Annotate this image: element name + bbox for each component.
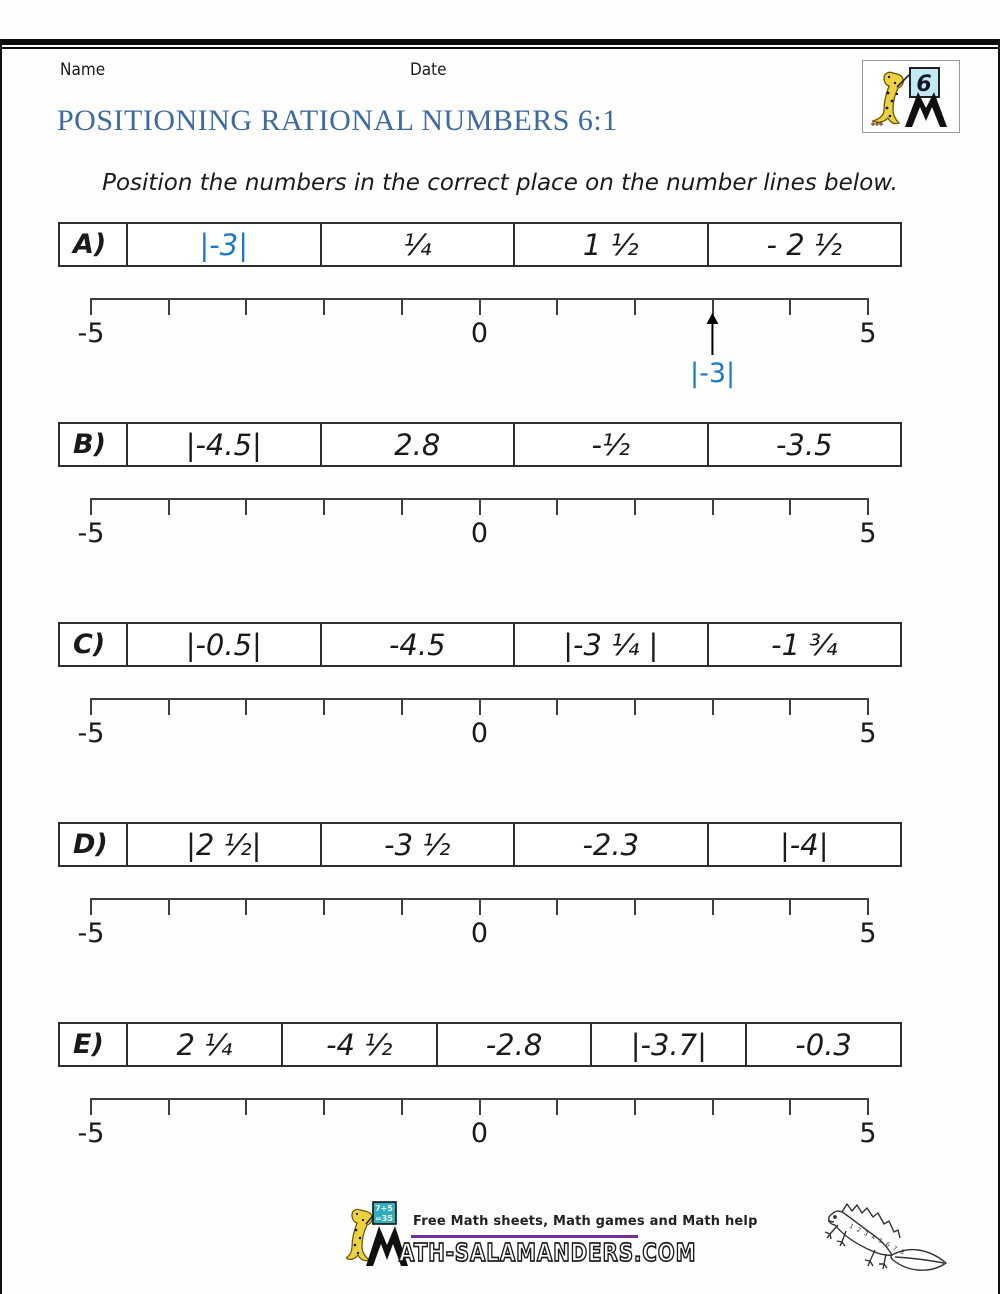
tick-group	[91, 498, 868, 515]
answer-label: |-3|	[690, 358, 736, 389]
number-cell: - 2 ½	[707, 224, 901, 265]
number-box-a	[58, 222, 902, 267]
number-cell: -0.3	[745, 1024, 900, 1065]
tick	[479, 898, 481, 915]
tick-group	[91, 1098, 868, 1115]
tick	[401, 898, 403, 915]
tick	[556, 698, 558, 715]
math-board	[373, 1202, 396, 1224]
tick	[556, 1098, 558, 1115]
axis-label-max: 5	[859, 318, 877, 349]
axis-label-max: 5	[859, 718, 877, 749]
number-cell: -3 ½	[320, 824, 514, 865]
axis-label-mid: 0	[470, 718, 489, 749]
number-cell: |2 ½|	[126, 824, 320, 865]
tick	[401, 698, 403, 715]
tick	[401, 1098, 403, 1115]
number-cell: 2 ¼	[126, 1024, 281, 1065]
tick	[556, 498, 558, 515]
section-label: B)	[73, 429, 106, 460]
number-cell: -4.5	[320, 624, 514, 665]
section-label: D)	[73, 829, 108, 860]
tick	[712, 1098, 714, 1115]
axis-label-min: -5	[77, 1118, 105, 1149]
tick	[479, 1098, 481, 1115]
number-cell: -3.5	[707, 424, 901, 465]
grade-number: 6	[916, 72, 932, 97]
tick	[867, 298, 869, 315]
axis-label-mid: 0	[470, 1118, 489, 1149]
tick	[90, 498, 92, 515]
axis-label-mid: 0	[470, 918, 489, 949]
tick	[712, 498, 714, 515]
arrow-up-icon	[707, 313, 719, 324]
tick	[634, 1098, 636, 1115]
number-cell: |-4.5|	[126, 424, 320, 465]
tick	[712, 698, 714, 715]
tick	[634, 698, 636, 715]
tick	[401, 498, 403, 515]
tick	[245, 1098, 247, 1115]
number-cell: 1 ½	[513, 224, 707, 265]
tick	[789, 298, 791, 315]
tick	[323, 498, 325, 515]
number-cell: |-0.5|	[126, 624, 320, 665]
tick	[479, 698, 481, 715]
tick-group	[91, 898, 868, 915]
tick	[634, 498, 636, 515]
number-box-c	[58, 622, 902, 667]
tick	[323, 298, 325, 315]
number-line-a	[77, 298, 877, 389]
tick	[634, 298, 636, 315]
tick	[90, 298, 92, 315]
number-line-d	[77, 898, 877, 962]
tick	[556, 298, 558, 315]
board-line1: 7+5	[375, 1204, 393, 1213]
tick	[168, 1098, 170, 1115]
tick	[556, 898, 558, 915]
tick	[867, 1098, 869, 1115]
tick	[789, 498, 791, 515]
number-cell: -½	[513, 424, 707, 465]
axis-label-min: -5	[77, 318, 105, 349]
number-cell: -1 ¾	[707, 624, 901, 665]
arrow-stem	[712, 324, 714, 355]
grade-card	[910, 68, 939, 97]
number-cell: -2.3	[513, 824, 707, 865]
board-line2: =35	[375, 1214, 393, 1223]
section-e	[58, 1022, 902, 1172]
number-cell: -2.8	[436, 1024, 591, 1065]
tick	[168, 298, 170, 315]
number-box-b	[58, 422, 902, 467]
number-cell: 2.8	[320, 424, 514, 465]
page-title: POSITIONING RATIONAL NUMBERS 6:1	[57, 104, 618, 137]
tick	[323, 698, 325, 715]
number-cell: ¼	[320, 224, 514, 265]
tick	[245, 498, 247, 515]
tick	[789, 698, 791, 715]
number-line-b	[77, 498, 877, 562]
number-box-d	[58, 822, 902, 867]
lizard-numbers: 1 2 3 4 5 6 7 8	[848, 1222, 907, 1257]
answer-marker	[690, 313, 735, 389]
section-c	[58, 622, 902, 772]
top-rule-thick	[0, 39, 1000, 45]
tick	[90, 898, 92, 915]
number-line-c	[77, 698, 877, 762]
number-cell: |-3|	[126, 224, 320, 265]
number-cell: -4 ½	[281, 1024, 436, 1065]
axis-label-min: -5	[77, 518, 105, 549]
tick	[323, 1098, 325, 1115]
tick	[789, 898, 791, 915]
tick	[90, 1098, 92, 1115]
page-border-left	[0, 39, 2, 1294]
tick-group	[91, 698, 868, 715]
section-label: E)	[73, 1029, 104, 1060]
section-d	[58, 822, 902, 972]
tick	[634, 898, 636, 915]
tick	[789, 1098, 791, 1115]
tick	[479, 498, 481, 515]
salamander-icon	[871, 72, 909, 126]
tick	[168, 898, 170, 915]
tick	[712, 898, 714, 915]
tick	[245, 898, 247, 915]
axis-label-mid: 0	[470, 518, 489, 549]
name-label: Name	[60, 60, 106, 80]
tick	[168, 698, 170, 715]
tick	[479, 298, 481, 315]
axis-label-max: 5	[859, 1118, 877, 1149]
tick	[867, 698, 869, 715]
grade-logo	[862, 60, 960, 133]
salamander-drawing-art	[820, 1184, 956, 1276]
section-label: C)	[73, 629, 106, 660]
footer-tagline: Free Math sheets, Math games and Math help	[413, 1214, 758, 1229]
date-label: Date	[410, 60, 447, 80]
number-line-e	[77, 1098, 877, 1162]
tick-group	[91, 298, 868, 315]
section-a	[58, 222, 902, 389]
tick	[401, 298, 403, 315]
tick	[867, 898, 869, 915]
top-rule-thin	[0, 47, 1000, 49]
number-cell: |-4|	[707, 824, 901, 865]
tick	[245, 298, 247, 315]
axis-label-min: -5	[77, 918, 105, 949]
instruction-text: Position the numbers in the correct place on the number lines below.	[102, 170, 898, 196]
number-cell: |-3.7|	[590, 1024, 745, 1065]
axis-label-max: 5	[859, 918, 877, 949]
axis-label-max: 5	[859, 518, 877, 549]
tick	[90, 698, 92, 715]
salamander-drawing-icon	[820, 1184, 956, 1276]
grade-logo-art	[863, 61, 957, 130]
tick	[323, 898, 325, 915]
number-box-e	[58, 1022, 902, 1067]
axis-label-mid: 0	[470, 318, 489, 349]
tick	[245, 698, 247, 715]
tick	[867, 498, 869, 515]
section-b	[58, 422, 902, 572]
footer-site-text: ATH-SALAMANDERS.COM	[399, 1238, 697, 1267]
axis-label-min: -5	[77, 718, 105, 749]
tick	[168, 498, 170, 515]
number-cell: |-3 ¼ |	[513, 624, 707, 665]
section-label: A)	[73, 229, 107, 260]
